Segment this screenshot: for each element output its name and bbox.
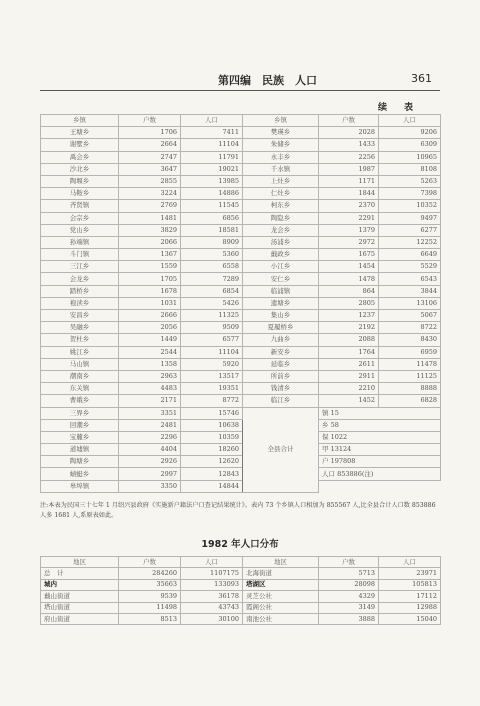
household-count: 3888 bbox=[319, 613, 379, 624]
household-count: 1433 bbox=[319, 139, 379, 151]
summary-label: 全县合计 bbox=[243, 407, 319, 492]
table-row bbox=[41, 200, 441, 212]
table-row bbox=[41, 602, 441, 613]
township-name: 新安乡 bbox=[243, 346, 319, 358]
table-row bbox=[41, 370, 441, 382]
population-count: 12988 bbox=[379, 602, 441, 613]
column-header: 户数 bbox=[319, 557, 379, 568]
township-name: 斗门镇 bbox=[41, 249, 119, 261]
household-count: 2911 bbox=[319, 370, 379, 382]
township-name: 陶隐乡 bbox=[243, 212, 319, 224]
distribution-table bbox=[40, 556, 441, 625]
household-count: 1764 bbox=[319, 346, 379, 358]
township-name: 安昌乡 bbox=[41, 310, 119, 322]
population-count: 6854 bbox=[181, 285, 243, 297]
household-count: 4483 bbox=[119, 383, 181, 395]
district-name: 北海街道 bbox=[243, 568, 319, 579]
population-count: 9509 bbox=[181, 322, 243, 334]
township-name: 集山乡 bbox=[243, 310, 319, 322]
household-count: 2066 bbox=[119, 236, 181, 248]
township-name: 三江乡 bbox=[41, 261, 119, 273]
column-header: 地区 bbox=[41, 557, 119, 568]
table-row bbox=[41, 139, 441, 151]
population-count: 13985 bbox=[181, 175, 243, 187]
district-name: 府山街道 bbox=[41, 613, 119, 624]
population-count: 8722 bbox=[379, 322, 441, 334]
table-row bbox=[41, 346, 441, 358]
column-header: 人口 bbox=[181, 115, 243, 127]
population-count: 6959 bbox=[379, 346, 441, 358]
population-count: 5360 bbox=[181, 249, 243, 261]
township-name: 朱储乡 bbox=[243, 139, 319, 151]
household-count: 1449 bbox=[119, 334, 181, 346]
township-name: 仁灶乡 bbox=[243, 188, 319, 200]
table-row bbox=[41, 444, 441, 456]
household-count: 1367 bbox=[119, 249, 181, 261]
township-name: 禹会乡 bbox=[41, 151, 119, 163]
district-name: 南池公社 bbox=[243, 613, 319, 624]
township-name: 龙会乡 bbox=[243, 224, 319, 236]
township-name: 钱清乡 bbox=[243, 383, 319, 395]
township-name: 会龙乡 bbox=[41, 273, 119, 285]
household-count: 5713 bbox=[319, 568, 379, 579]
population-count: 11545 bbox=[181, 200, 243, 212]
population-count: 10638 bbox=[181, 419, 243, 431]
population-count: 1107175 bbox=[181, 568, 243, 579]
township-name: 所前乡 bbox=[243, 370, 319, 382]
township-name: 遗塘乡 bbox=[243, 297, 319, 309]
population-count: 133093 bbox=[181, 579, 243, 590]
household-count: 2805 bbox=[319, 297, 379, 309]
population-count: 18260 bbox=[181, 444, 243, 456]
household-count: 3149 bbox=[319, 602, 379, 613]
population-count: 5067 bbox=[379, 310, 441, 322]
population-count: 11325 bbox=[181, 310, 243, 322]
population-count: 11104 bbox=[181, 346, 243, 358]
table-row bbox=[41, 151, 441, 163]
table-row bbox=[41, 188, 441, 200]
township-name: 临浦镇 bbox=[243, 285, 319, 297]
household-count: 2544 bbox=[119, 346, 181, 358]
population-count: 7289 bbox=[181, 273, 243, 285]
district-name: 城内 bbox=[41, 579, 119, 590]
population-count: 14844 bbox=[181, 480, 243, 492]
household-count: 1675 bbox=[319, 249, 379, 261]
household-count: 2769 bbox=[119, 200, 181, 212]
household-count: 2028 bbox=[319, 127, 379, 139]
township-name: 延临乡 bbox=[243, 358, 319, 370]
table-row bbox=[41, 285, 441, 297]
township-name: 安仁乡 bbox=[243, 273, 319, 285]
township-name: 姚江乡 bbox=[41, 346, 119, 358]
table-row bbox=[41, 407, 441, 419]
township-name: 会宗乡 bbox=[41, 212, 119, 224]
household-count: 1171 bbox=[319, 175, 379, 187]
township-name: 九曲乡 bbox=[243, 334, 319, 346]
household-count: 2664 bbox=[119, 139, 181, 151]
household-count: 1031 bbox=[119, 297, 181, 309]
page-number: 361 bbox=[411, 72, 432, 85]
table-row bbox=[41, 419, 441, 431]
township-name: 樊瑛乡 bbox=[243, 127, 319, 139]
township-population-table bbox=[40, 114, 441, 493]
district-name: 霞阁公社 bbox=[243, 602, 319, 613]
population-count: 23971 bbox=[379, 568, 441, 579]
household-count: 2855 bbox=[119, 175, 181, 187]
township-name: 马鞍乡 bbox=[41, 188, 119, 200]
household-count: 3224 bbox=[119, 188, 181, 200]
district-name: 总 计 bbox=[41, 568, 119, 579]
township-name: 回潮乡 bbox=[41, 419, 119, 431]
population-count: 6309 bbox=[379, 139, 441, 151]
household-count: 1358 bbox=[119, 358, 181, 370]
table-row bbox=[41, 297, 441, 309]
population-count: 3844 bbox=[379, 285, 441, 297]
township-name: 曹娥乡 bbox=[41, 395, 119, 407]
population-count: 19021 bbox=[181, 163, 243, 175]
household-count: 3829 bbox=[119, 224, 181, 236]
page-header bbox=[40, 70, 440, 91]
household-count: 35663 bbox=[119, 579, 181, 590]
population-count: 12843 bbox=[181, 468, 243, 480]
household-count: 3350 bbox=[119, 480, 181, 492]
household-count: 2256 bbox=[319, 151, 379, 163]
household-count: 1678 bbox=[119, 285, 181, 297]
household-count: 1452 bbox=[319, 395, 379, 407]
population-count: 11104 bbox=[181, 139, 243, 151]
household-count: 2296 bbox=[119, 431, 181, 443]
household-count: 2926 bbox=[119, 456, 181, 468]
household-count: 1559 bbox=[119, 261, 181, 273]
table-header-row bbox=[41, 557, 441, 568]
population-count: 10359 bbox=[181, 431, 243, 443]
table-row bbox=[41, 591, 441, 602]
township-name: 谢墅乡 bbox=[41, 139, 119, 151]
township-name: 贺杜乡 bbox=[41, 334, 119, 346]
household-count: 2192 bbox=[319, 322, 379, 334]
table-row bbox=[41, 456, 441, 468]
population-count: 15746 bbox=[181, 407, 243, 419]
population-count: 7398 bbox=[379, 188, 441, 200]
household-count: 2210 bbox=[319, 383, 379, 395]
column-header: 户数 bbox=[119, 115, 181, 127]
household-count: 2972 bbox=[319, 236, 379, 248]
population-count: 18581 bbox=[181, 224, 243, 236]
population-count: 5263 bbox=[379, 175, 441, 187]
district-name: 塔山街道 bbox=[41, 602, 119, 613]
household-count: 2666 bbox=[119, 310, 181, 322]
township-name: 上灶乡 bbox=[243, 175, 319, 187]
population-count: 10965 bbox=[379, 151, 441, 163]
table-header-row bbox=[41, 115, 441, 127]
population-count: 5529 bbox=[379, 261, 441, 273]
population-count: 19351 bbox=[181, 383, 243, 395]
township-name: 吴融乡 bbox=[41, 322, 119, 334]
population-count: 8430 bbox=[379, 334, 441, 346]
table-row bbox=[41, 468, 441, 480]
column-header: 乡镇 bbox=[243, 115, 319, 127]
population-count: 11478 bbox=[379, 358, 441, 370]
population-count: 5920 bbox=[181, 358, 243, 370]
township-name: 齐贤镇 bbox=[41, 200, 119, 212]
population-count: 6856 bbox=[181, 212, 243, 224]
population-count: 13517 bbox=[181, 370, 243, 382]
household-count: 1844 bbox=[319, 188, 379, 200]
township-name: 汤浦乡 bbox=[243, 236, 319, 248]
table-row bbox=[41, 249, 441, 261]
table-row bbox=[41, 273, 441, 285]
population-count: 15040 bbox=[379, 613, 441, 624]
household-count: 864 bbox=[319, 285, 379, 297]
township-name: 陶塘乡 bbox=[41, 456, 119, 468]
table-row bbox=[41, 579, 441, 590]
column-header: 户数 bbox=[319, 115, 379, 127]
township-name: 马山镇 bbox=[41, 358, 119, 370]
population-count: 9497 bbox=[379, 212, 441, 224]
township-name: 踏桥乡 bbox=[41, 285, 119, 297]
column-header: 户数 bbox=[119, 557, 181, 568]
population-count: 6577 bbox=[181, 334, 243, 346]
population-count: 13106 bbox=[379, 297, 441, 309]
household-count: 2747 bbox=[119, 151, 181, 163]
township-name: 皋埠镇 bbox=[41, 480, 119, 492]
table-row bbox=[41, 383, 441, 395]
population-count: 17112 bbox=[379, 591, 441, 602]
column-header: 地区 bbox=[243, 557, 319, 568]
population-count: 6543 bbox=[379, 273, 441, 285]
township-name: 小江乡 bbox=[243, 261, 319, 273]
section-title: 1982 年人口分布 bbox=[201, 539, 279, 550]
table-row bbox=[41, 480, 441, 492]
population-count: 6277 bbox=[379, 224, 441, 236]
chapter-title: 第四编 民族 人口 bbox=[218, 74, 317, 87]
township-name: 永丰乡 bbox=[243, 151, 319, 163]
household-count: 1454 bbox=[319, 261, 379, 273]
township-name: 夏履桥乡 bbox=[243, 322, 319, 334]
household-count: 2088 bbox=[319, 334, 379, 346]
table-row bbox=[41, 613, 441, 624]
population-count: 5426 bbox=[181, 297, 243, 309]
household-count: 2056 bbox=[119, 322, 181, 334]
household-count: 28098 bbox=[319, 579, 379, 590]
population-count: 12252 bbox=[379, 236, 441, 248]
population-count: 7411 bbox=[181, 127, 243, 139]
household-count: 2481 bbox=[119, 419, 181, 431]
table-row bbox=[41, 212, 441, 224]
household-count: 4329 bbox=[319, 591, 379, 602]
township-name: 三界乡 bbox=[41, 407, 119, 419]
population-count: 10352 bbox=[379, 200, 441, 212]
district-name: 蕺山街道 bbox=[41, 591, 119, 602]
district-name: 塔湖区 bbox=[243, 579, 319, 590]
summary-line: 乡 58 bbox=[319, 419, 441, 431]
district-name: 灵芝公社 bbox=[243, 591, 319, 602]
township-name: 东关镇 bbox=[41, 383, 119, 395]
summary-line: 户 197808 bbox=[319, 456, 441, 468]
population-count: 8772 bbox=[181, 395, 243, 407]
summary-line: 人口 853886(注) bbox=[319, 468, 441, 480]
population-count: 8888 bbox=[379, 383, 441, 395]
township-name: 柯东乡 bbox=[243, 200, 319, 212]
table-row bbox=[41, 261, 441, 273]
township-name: 党山乡 bbox=[41, 224, 119, 236]
household-count: 1987 bbox=[319, 163, 379, 175]
household-count: 3351 bbox=[119, 407, 181, 419]
household-count: 3647 bbox=[119, 163, 181, 175]
household-count: 1379 bbox=[319, 224, 379, 236]
column-header: 人口 bbox=[181, 557, 243, 568]
table-row bbox=[41, 310, 441, 322]
table-row bbox=[41, 175, 441, 187]
population-count: 36178 bbox=[181, 591, 243, 602]
population-count: 30100 bbox=[181, 613, 243, 624]
township-name: 孙端镇 bbox=[41, 236, 119, 248]
township-name: 沙北乡 bbox=[41, 163, 119, 175]
household-count: 8513 bbox=[119, 613, 181, 624]
table-note: 注:本表为民国三十七年 1 月绍兴县政府《实施新户籍法户口查记结果统计》。表内 73 个乡镇人口相加为 855567 人,比全县合计人口数 853886 人多 1681 人,系原表如此。 bbox=[40, 502, 436, 519]
continued-label: 续 表 bbox=[378, 103, 418, 113]
population-count: 9206 bbox=[379, 127, 441, 139]
household-count: 1237 bbox=[319, 310, 379, 322]
township-name: 陶堰乡 bbox=[41, 175, 119, 187]
population-count: 11791 bbox=[181, 151, 243, 163]
summary-line: 镇 15 bbox=[319, 407, 441, 419]
table-row bbox=[41, 334, 441, 346]
table-row bbox=[41, 322, 441, 334]
household-count: 1481 bbox=[119, 212, 181, 224]
household-count: 284260 bbox=[119, 568, 181, 579]
household-count: 2997 bbox=[119, 468, 181, 480]
township-name: 袍渎乡 bbox=[41, 297, 119, 309]
table-row bbox=[41, 127, 441, 139]
population-count: 105813 bbox=[379, 579, 441, 590]
population-count: 6649 bbox=[379, 249, 441, 261]
population-count: 8108 bbox=[379, 163, 441, 175]
summary-line: 保 1022 bbox=[319, 431, 441, 443]
household-count: 1478 bbox=[319, 273, 379, 285]
township-name: 千水镇 bbox=[243, 163, 319, 175]
household-count: 4404 bbox=[119, 444, 181, 456]
population-count: 11125 bbox=[379, 370, 441, 382]
township-name: 蜻蜓乡 bbox=[41, 468, 119, 480]
population-count: 14886 bbox=[181, 188, 243, 200]
column-header: 乡镇 bbox=[41, 115, 119, 127]
township-name: 道墟镇 bbox=[41, 444, 119, 456]
township-name: 临江乡 bbox=[243, 395, 319, 407]
household-count: 11498 bbox=[119, 602, 181, 613]
household-count: 2171 bbox=[119, 395, 181, 407]
population-count: 43743 bbox=[181, 602, 243, 613]
column-header: 人口 bbox=[379, 115, 441, 127]
table-row bbox=[41, 224, 441, 236]
population-count: 6558 bbox=[181, 261, 243, 273]
township-name: 宝麓乡 bbox=[41, 431, 119, 443]
population-count: 6828 bbox=[379, 395, 441, 407]
household-count: 1705 bbox=[119, 273, 181, 285]
population-count: 8909 bbox=[181, 236, 243, 248]
table-row bbox=[41, 358, 441, 370]
household-count: 2611 bbox=[319, 358, 379, 370]
household-count: 2963 bbox=[119, 370, 181, 382]
township-name: 潮南乡 bbox=[41, 370, 119, 382]
household-count: 2370 bbox=[319, 200, 379, 212]
table-row bbox=[41, 395, 441, 407]
column-header: 人口 bbox=[379, 557, 441, 568]
township-name: 蕺政乡 bbox=[243, 249, 319, 261]
table-row bbox=[41, 236, 441, 248]
table-row bbox=[41, 163, 441, 175]
household-count: 2291 bbox=[319, 212, 379, 224]
table-row bbox=[41, 568, 441, 579]
population-count: 12620 bbox=[181, 456, 243, 468]
household-count: 9539 bbox=[119, 591, 181, 602]
township-name: 王塘乡 bbox=[41, 127, 119, 139]
table-row bbox=[41, 431, 441, 443]
summary-line: 甲 13124 bbox=[319, 444, 441, 456]
household-count: 1706 bbox=[119, 127, 181, 139]
